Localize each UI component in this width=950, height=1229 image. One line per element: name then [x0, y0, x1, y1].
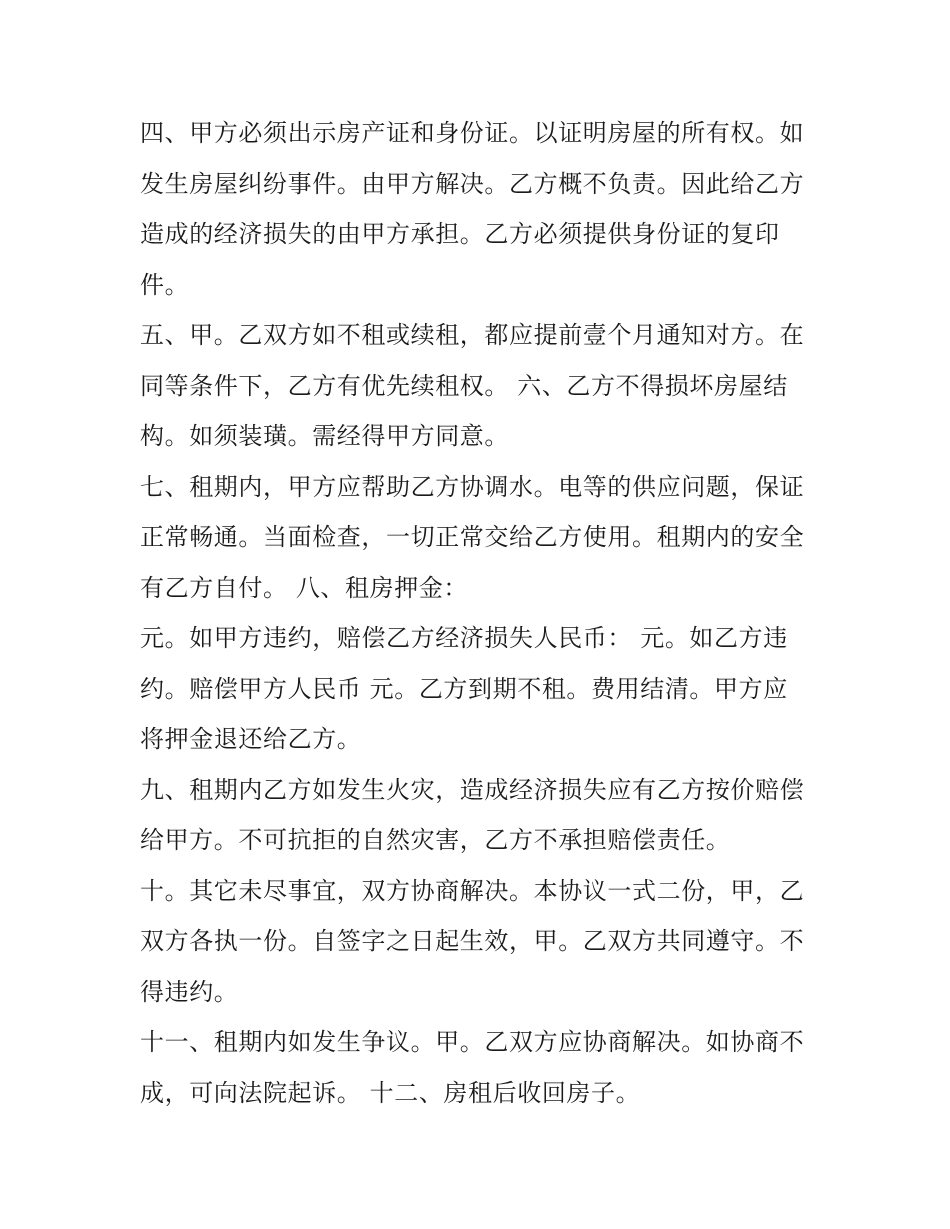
text-line: 有乙方自付。 八、租房押金： [140, 573, 469, 602]
text-line: 造成的经济损失的由甲方承担。乙方必须提供身份证的复印 [140, 220, 780, 248]
text-line: 得违约。 [140, 977, 239, 1006]
text-line: 九、租期内乙方如发生火灾，造成经济损失应有乙方按价赔偿 [140, 775, 805, 804]
text-line: 成，可向法院起诉。 十二、房租后收回房子。 [140, 1078, 641, 1107]
text-line: 十。其它未尽事宜，双方协商解决。本协议一式二份，甲，乙 [140, 876, 805, 905]
text-line: 构。如须装璜。需经得甲方同意。 [140, 422, 509, 450]
text-line: 双方各执一份。自签字之日起生效，甲。乙双方共同遵守。不 [140, 927, 805, 955]
text-line: 元。如甲方违约，赔偿乙方经济损失人民币： 元。如乙方违 [140, 624, 788, 652]
text-line: 四、甲方必须出示房产证和身份证。以证明房屋的所有权。如 [140, 119, 805, 147]
text-line: 将押金退还给乙方。 [140, 725, 362, 753]
text-line: 正常畅通。当面检查，一切正常交给乙方使用。租期内的安全 [140, 523, 805, 551]
contract-body [140, 108, 820, 1118]
text-line: 七、租期内，甲方应帮助乙方协调水。电等的供应问题，保证 [140, 472, 805, 501]
text-line: 五、甲。乙双方如不租或续租，都应提前壹个月通知对方。在 [140, 321, 805, 349]
text-line: 十一、租期内如发生争议。甲。乙双方应协商解决。如协商不 [140, 1028, 805, 1056]
text-line: 给甲方。不可抗拒的自然灾害，乙方不承担赔偿责任。 [140, 826, 731, 854]
text-line: 同等条件下，乙方有优先续租权。 六、乙方不得损坏房屋结 [140, 371, 788, 400]
text-line: 发生房屋纠纷事件。由甲方解决。乙方概不负责。因此给乙方 [140, 169, 805, 198]
text-line: 约。赔偿甲方人民币 元。乙方到期不租。费用结清。甲方应 [140, 674, 788, 703]
text-line: 件。 [140, 270, 190, 299]
